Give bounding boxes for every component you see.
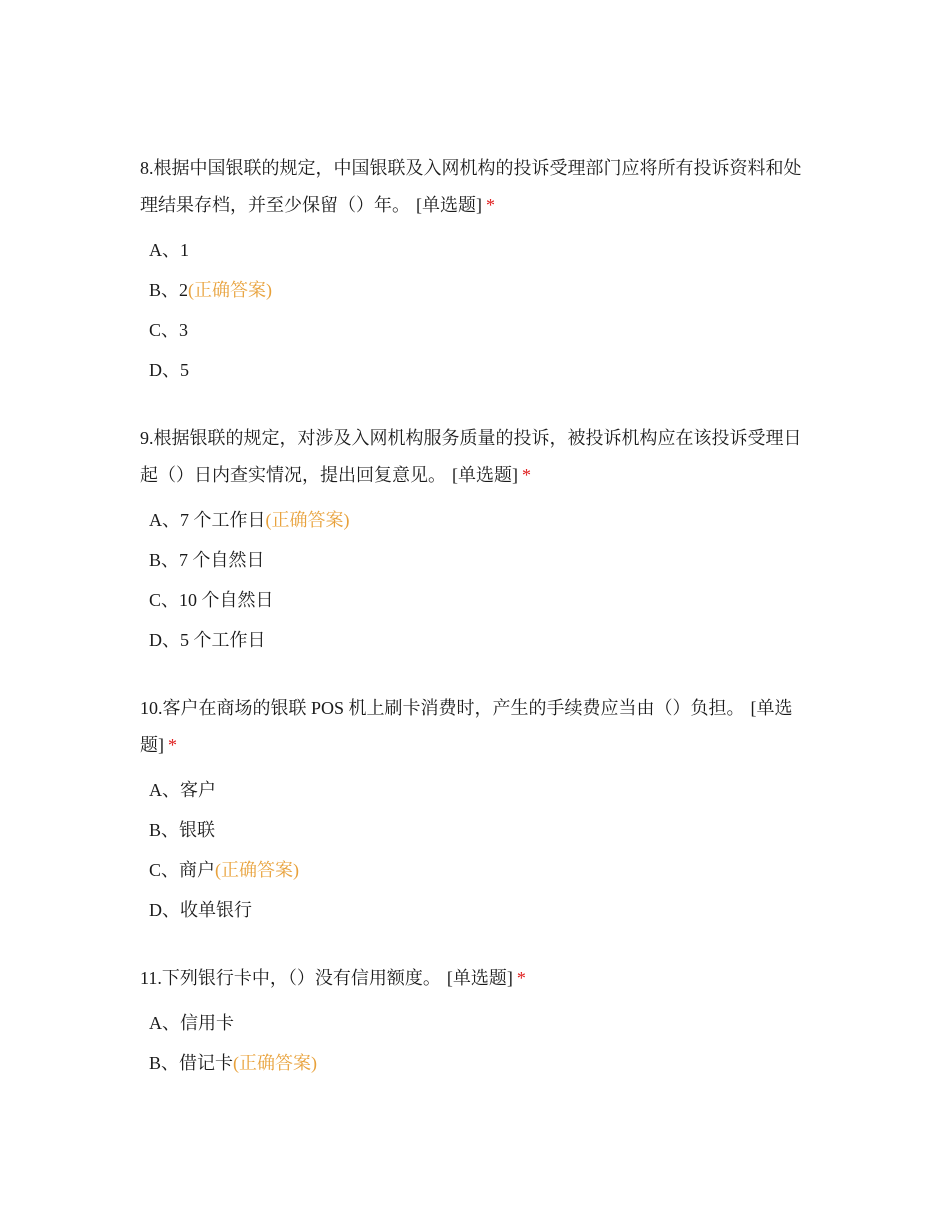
option-text: B、银联 xyxy=(149,820,216,840)
questionnaire-page xyxy=(140,150,812,1113)
required-mark: * xyxy=(168,735,177,755)
option-text: C、10 个自然日 xyxy=(149,590,274,610)
option-text: B、2 xyxy=(149,280,189,300)
option-text: A、信用卡 xyxy=(149,1013,234,1033)
question-type: [单选题] xyxy=(140,698,793,755)
option-a[interactable] xyxy=(140,1003,812,1043)
option-a[interactable] xyxy=(140,500,812,540)
question-text: 9.根据银联的规定，对涉及入网机构服务质量的投诉，被投诉机构应在该投诉受理日起（）日内查实情况，提出回复意见。 xyxy=(140,428,802,485)
option-d[interactable] xyxy=(140,890,812,930)
option-list xyxy=(140,230,812,390)
option-d[interactable] xyxy=(140,350,812,390)
correct-answer-tag: (正确答案) xyxy=(188,280,273,300)
question-text: 8.根据中国银联的规定，中国银联及入网机构的投诉受理部门应将所有投诉资料和处理结果存档，并至少保留（）年。 xyxy=(140,158,802,215)
option-b[interactable] xyxy=(140,810,812,850)
question-title xyxy=(140,150,812,224)
option-a[interactable] xyxy=(140,230,812,270)
required-mark: * xyxy=(516,968,526,988)
option-c[interactable] xyxy=(140,580,812,620)
option-text: D、5 xyxy=(149,360,189,380)
option-d[interactable] xyxy=(140,620,812,660)
required-mark: * xyxy=(522,465,531,485)
option-text: D、收单银行 xyxy=(149,900,252,920)
option-b[interactable] xyxy=(140,270,812,310)
option-text: A、客户 xyxy=(149,780,216,800)
question-type: [单选题] xyxy=(452,465,518,485)
question-type: [单选题] xyxy=(416,195,482,215)
correct-answer-tag: (正确答案) xyxy=(265,510,350,530)
option-list xyxy=(140,1003,812,1083)
question-type: [单选题] xyxy=(446,968,513,988)
option-text: D、5 个工作日 xyxy=(149,630,266,650)
question-text: 10.客户在商场的银联 POS 机上刷卡消费时，产生的手续费应当由（）负担。 xyxy=(140,698,745,718)
option-c[interactable] xyxy=(140,310,812,350)
question-title xyxy=(140,420,812,494)
correct-answer-tag: (正确答案) xyxy=(215,860,300,880)
option-list xyxy=(140,770,812,930)
option-text: C、3 xyxy=(149,320,189,340)
option-text: A、1 xyxy=(149,240,189,260)
option-text: B、7 个自然日 xyxy=(149,550,265,570)
option-b[interactable] xyxy=(140,1043,812,1083)
question-11 xyxy=(140,960,812,1083)
option-a[interactable] xyxy=(140,770,812,810)
question-10 xyxy=(140,690,812,930)
required-mark: * xyxy=(486,195,495,215)
question-title xyxy=(140,690,812,764)
question-9 xyxy=(140,420,812,660)
option-text: A、7 个工作日 xyxy=(149,510,266,530)
option-c[interactable] xyxy=(140,850,812,890)
correct-answer-tag: (正确答案) xyxy=(233,1053,318,1073)
option-text: B、借记卡 xyxy=(149,1053,234,1073)
option-b[interactable] xyxy=(140,540,812,580)
option-text: C、商户 xyxy=(149,860,216,880)
question-text: 11.下列银行卡中，（）没有信用额度。 xyxy=(140,968,441,988)
question-8 xyxy=(140,150,812,390)
option-list xyxy=(140,500,812,660)
question-title xyxy=(140,960,812,997)
